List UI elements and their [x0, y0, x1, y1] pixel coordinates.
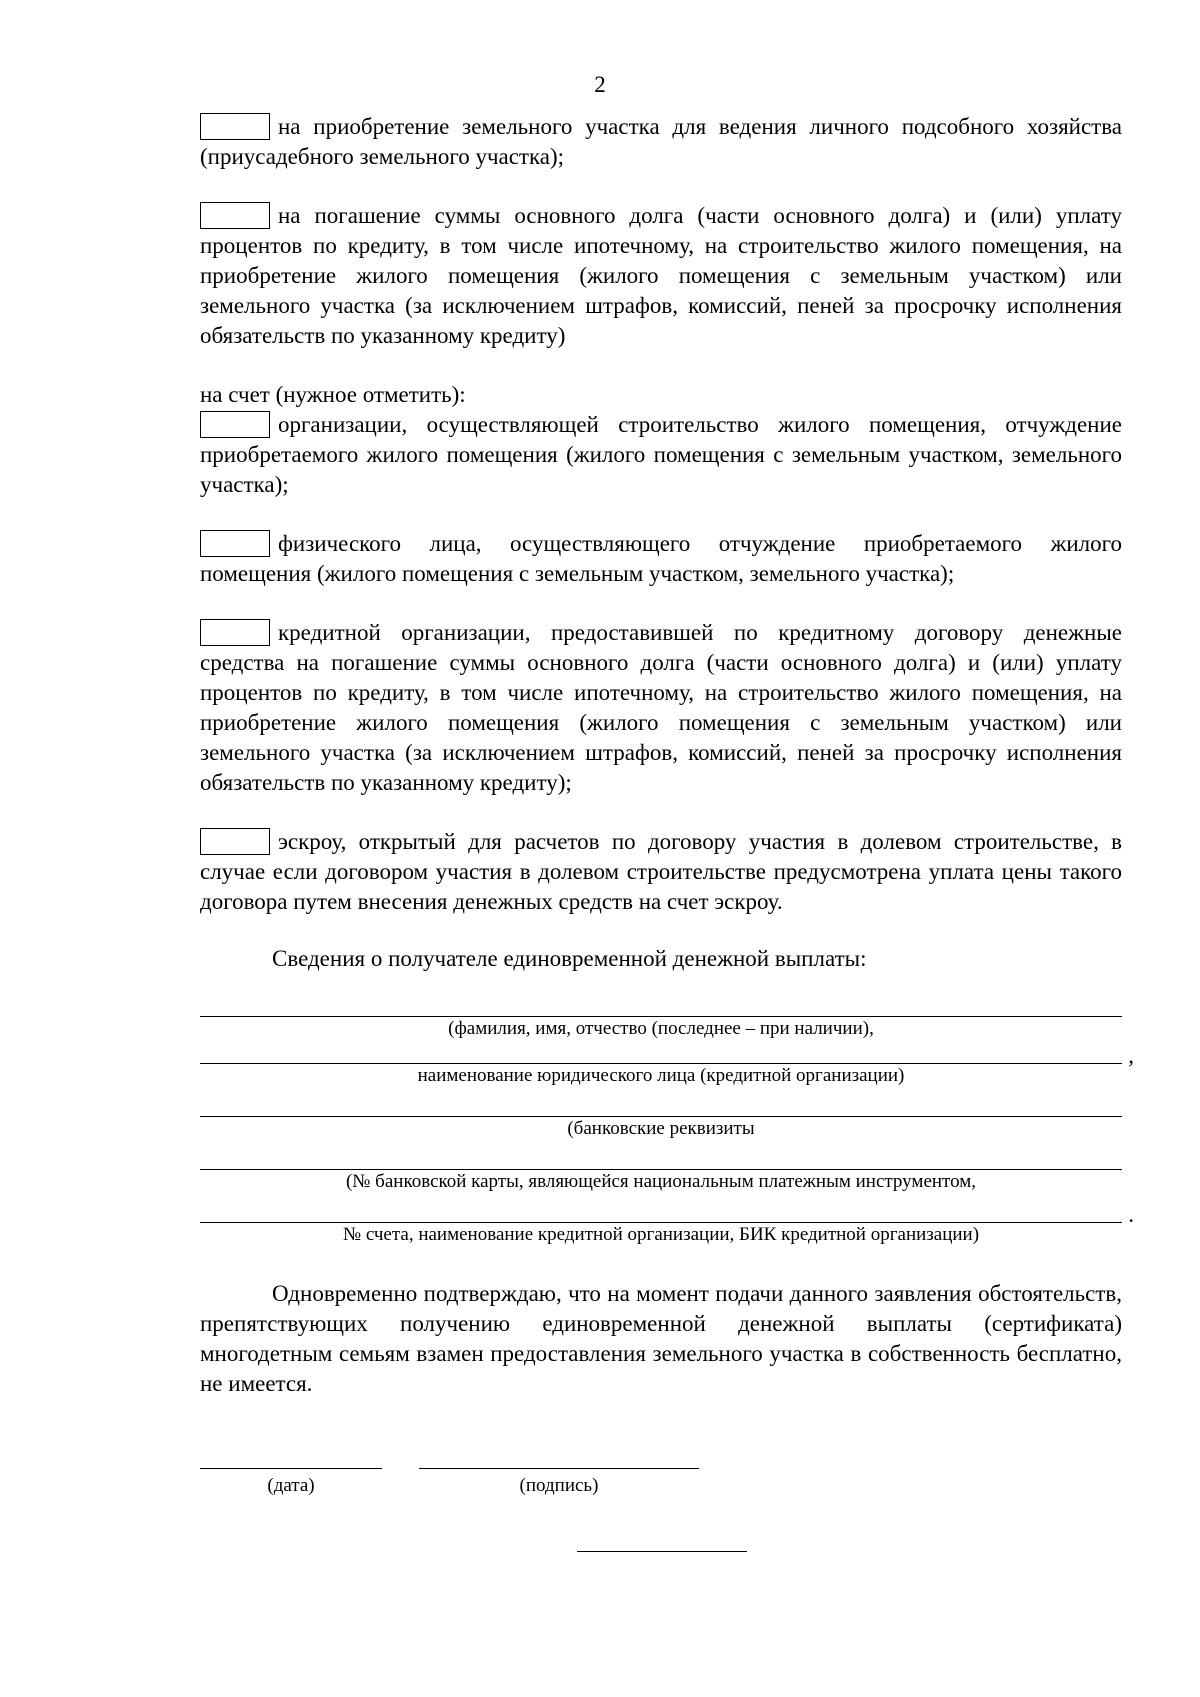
recipient-name-line[interactable] [200, 994, 1122, 1017]
option-account-organization-text: организации, осуществляющей строительство жилого помещения, отчуждение приобретаемого жилого помещения (жилого помещения с земельным участком, земельного участка); [200, 412, 1122, 497]
bank-details-line[interactable] [200, 1088, 1122, 1117]
bank-details-caption: (банковские реквизиты [567, 1118, 755, 1139]
checkbox-loan-repayment[interactable] [200, 202, 270, 229]
account-number-caption: № счета, наименование кредитной организации, БИК кредитной организации) [342, 1224, 980, 1245]
option-land-purchase [200, 112, 1122, 172]
bank-card-caption: (№ банковской карты, являющейся национальным платежным инструментом, [345, 1171, 977, 1192]
option-loan-repayment [200, 201, 1122, 351]
signature-block [200, 1467, 900, 1527]
checkbox-account-individual[interactable] [200, 530, 270, 557]
legal-entity-line[interactable] [200, 1041, 1134, 1068]
option-account-credit-org [200, 618, 1122, 798]
option-loan-repayment-text: на погашение суммы основного долга (части основного долга) и (или) уплату процентов по кредиту, в том числе ипотечному, на строительство жилого помещения, на приобретение жилого помещения (жилого помещения с земельным участком) или земельного участка (за исключением штрафов, комиссий, пеней за просрочку исполнения обязательств по указанному кредиту) [200, 203, 1122, 348]
date-line[interactable] [200, 1467, 382, 1469]
account-number-line[interactable] [200, 1194, 1134, 1227]
option-account-individual-text: физического лица, осуществляющего отчуждение приобретаемого жилого помещения (жилого помещения с земельным участком, земельного участка); [200, 531, 1122, 586]
checkbox-land-purchase[interactable] [200, 113, 270, 140]
option-account-escrow [200, 827, 1122, 917]
trailing-period: . [1128, 1202, 1134, 1227]
legal-entity-caption: наименование юридического лица (кредитной организации) [417, 1065, 905, 1086]
option-account-individual [200, 529, 1122, 589]
option-land-purchase-text: на приобретение земельного участка для ведения личного подсобного хозяйства (приусадебного земельного участка); [200, 114, 1122, 169]
end-separator-line [577, 1551, 747, 1552]
confirmation-paragraph: Одновременно подтверждаю, что на момент подачи данного заявления обстоятельств, препятствующих получению единовременной денежной выплаты (сертификата) многодетным семьям взамен предоставления земельного участка в собственность бесплатно, не имеется. [200, 1281, 1122, 1396]
option-account-organization [200, 410, 1122, 500]
account-prompt: на счет (нужное отметить): [200, 382, 466, 407]
page-number: 2 [594, 72, 606, 97]
bank-card-line[interactable] [200, 1141, 1122, 1170]
signature-caption: (подпись) [519, 1475, 599, 1496]
checkbox-account-organization[interactable] [200, 411, 270, 438]
checkbox-account-credit-org[interactable] [200, 619, 270, 646]
date-caption: (дата) [267, 1475, 315, 1496]
recipient-name-caption: (фамилия, имя, отчество (последнее – при наличии), [448, 1018, 874, 1039]
trailing-comma: , [1128, 1043, 1134, 1068]
option-account-credit-org-text: кредитной организации, предоставившей по кредитному договору денежные средства на погашение суммы основного долга (части основного долга) и (или) уплату процентов по кредиту, в том числе ипотечному, на строительство жилого помещения, на приобретение жилого помещения (жилого помещения с земельным участком) или земельного участка (за исключением штрафов, комиссий, пеней за просрочку исполнения обязательств по указанному кредиту); [200, 620, 1122, 795]
recipient-heading: Сведения о получателе единовременной денежной выплаты: [272, 946, 867, 971]
signature-line[interactable] [419, 1467, 699, 1469]
application-body [200, 112, 1134, 1399]
checkbox-account-escrow[interactable] [200, 828, 270, 855]
recipient-fields [200, 994, 1134, 1247]
option-account-escrow-text: эскроу, открытый для расчетов по договору участия в долевом строительстве, в случае если договором участия в долевом строительстве предусмотрена уплата цены такого договора путем внесения денежных средств на счет эскроу. [200, 829, 1122, 914]
